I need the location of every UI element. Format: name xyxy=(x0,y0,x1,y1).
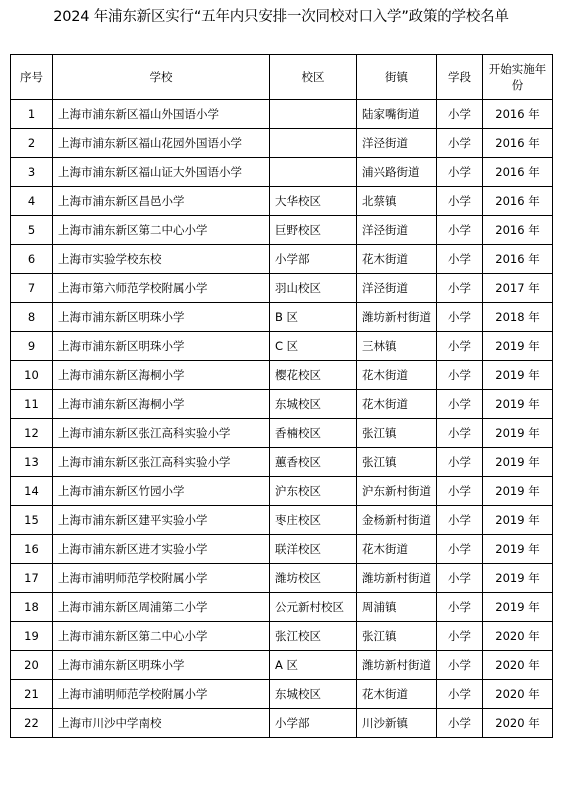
cell-school: 上海市浦东新区福山花园外国语小学 xyxy=(53,129,270,158)
table-row xyxy=(11,593,553,622)
cell-index: 5 xyxy=(11,216,53,245)
table-row xyxy=(11,332,553,361)
cell-street-town: 浦兴路街道 xyxy=(357,158,437,187)
cell-school: 上海市川沙中学南校 xyxy=(53,709,270,738)
cell-school: 上海市浦东新区张江高科实验小学 xyxy=(53,448,270,477)
cell-index: 13 xyxy=(11,448,53,477)
cell-stage: 小学 xyxy=(437,216,483,245)
cell-stage: 小学 xyxy=(437,535,483,564)
cell-school: 上海市浦东新区福山证大外国语小学 xyxy=(53,158,270,187)
cell-street-town: 花木街道 xyxy=(357,361,437,390)
cell-street-town: 花木街道 xyxy=(357,680,437,709)
cell-index: 3 xyxy=(11,158,53,187)
cell-start-year: 2020 年 xyxy=(483,651,553,680)
table-row xyxy=(11,129,553,158)
cell-start-year: 2016 年 xyxy=(483,158,553,187)
cell-campus: 潍坊校区 xyxy=(270,564,357,593)
cell-campus xyxy=(270,129,357,158)
cell-campus: 小学部 xyxy=(270,709,357,738)
cell-stage: 小学 xyxy=(437,129,483,158)
cell-index: 21 xyxy=(11,680,53,709)
cell-school: 上海市浦东新区张江高科实验小学 xyxy=(53,419,270,448)
cell-street-town: 张江镇 xyxy=(357,419,437,448)
cell-school: 上海市浦东新区第二中心小学 xyxy=(53,216,270,245)
cell-campus: 羽山校区 xyxy=(270,274,357,303)
cell-stage: 小学 xyxy=(437,100,483,129)
cell-stage: 小学 xyxy=(437,303,483,332)
cell-school: 上海市浦东新区海桐小学 xyxy=(53,361,270,390)
cell-school: 上海市浦东新区昌邑小学 xyxy=(53,187,270,216)
document-title: 2024 年浦东新区实行“五年内只安排一次同校对口入学”政策的学校名单 xyxy=(53,9,509,25)
cell-start-year: 2019 年 xyxy=(483,361,553,390)
cell-stage: 小学 xyxy=(437,187,483,216)
cell-start-year: 2019 年 xyxy=(483,390,553,419)
cell-school: 上海市浦东新区明珠小学 xyxy=(53,332,270,361)
cell-stage: 小学 xyxy=(437,245,483,274)
table-row xyxy=(11,390,553,419)
cell-street-town: 沪东新村街道 xyxy=(357,477,437,506)
cell-campus: 大华校区 xyxy=(270,187,357,216)
cell-start-year: 2018 年 xyxy=(483,303,553,332)
cell-index: 19 xyxy=(11,622,53,651)
cell-start-year: 2016 年 xyxy=(483,187,553,216)
cell-campus: A 区 xyxy=(270,651,357,680)
cell-start-year: 2019 年 xyxy=(483,477,553,506)
cell-campus: B 区 xyxy=(270,303,357,332)
cell-index: 1 xyxy=(11,100,53,129)
cell-school: 上海市浦东新区第二中心小学 xyxy=(53,622,270,651)
cell-start-year: 2016 年 xyxy=(483,100,553,129)
cell-start-year: 2017 年 xyxy=(483,274,553,303)
table-row xyxy=(11,361,553,390)
cell-street-town: 周浦镇 xyxy=(357,593,437,622)
cell-school: 上海市浦东新区海桐小学 xyxy=(53,390,270,419)
cell-street-town: 张江镇 xyxy=(357,622,437,651)
cell-stage: 小学 xyxy=(437,622,483,651)
table-body xyxy=(11,100,553,738)
cell-index: 2 xyxy=(11,129,53,158)
cell-campus: 樱花校区 xyxy=(270,361,357,390)
cell-street-town: 张江镇 xyxy=(357,448,437,477)
cell-stage: 小学 xyxy=(437,390,483,419)
cell-campus: 东城校区 xyxy=(270,390,357,419)
table-row xyxy=(11,187,553,216)
cell-street-town: 北蔡镇 xyxy=(357,187,437,216)
cell-street-town: 洋泾街道 xyxy=(357,216,437,245)
cell-index: 15 xyxy=(11,506,53,535)
cell-school: 上海市浦东新区建平实验小学 xyxy=(53,506,270,535)
cell-street-town: 潍坊新村街道 xyxy=(357,564,437,593)
cell-index: 12 xyxy=(11,419,53,448)
table-row xyxy=(11,216,553,245)
cell-index: 16 xyxy=(11,535,53,564)
cell-start-year: 2019 年 xyxy=(483,593,553,622)
cell-stage: 小学 xyxy=(437,709,483,738)
cell-start-year: 2019 年 xyxy=(483,448,553,477)
cell-start-year: 2020 年 xyxy=(483,709,553,738)
table-row xyxy=(11,448,553,477)
cell-campus: 东城校区 xyxy=(270,680,357,709)
cell-stage: 小学 xyxy=(437,448,483,477)
cell-school: 上海市实验学校东校 xyxy=(53,245,270,274)
cell-school: 上海市浦东新区明珠小学 xyxy=(53,651,270,680)
cell-campus: 小学部 xyxy=(270,245,357,274)
cell-start-year: 2016 年 xyxy=(483,245,553,274)
cell-school: 上海市浦东新区进才实验小学 xyxy=(53,535,270,564)
cell-campus: 联洋校区 xyxy=(270,535,357,564)
cell-street-town: 潍坊新村街道 xyxy=(357,651,437,680)
cell-street-town: 潍坊新村街道 xyxy=(357,303,437,332)
cell-campus xyxy=(270,100,357,129)
cell-street-town: 花木街道 xyxy=(357,245,437,274)
cell-start-year: 2019 年 xyxy=(483,564,553,593)
cell-index: 9 xyxy=(11,332,53,361)
cell-start-year: 2016 年 xyxy=(483,216,553,245)
table-row xyxy=(11,100,553,129)
cell-stage: 小学 xyxy=(437,564,483,593)
cell-school: 上海市浦明师范学校附属小学 xyxy=(53,680,270,709)
cell-campus: 枣庄校区 xyxy=(270,506,357,535)
cell-stage: 小学 xyxy=(437,680,483,709)
cell-start-year: 2019 年 xyxy=(483,506,553,535)
cell-start-year: 2016 年 xyxy=(483,129,553,158)
cell-school: 上海市浦东新区周浦第二小学 xyxy=(53,593,270,622)
table-header-row xyxy=(11,55,553,100)
school-list-table xyxy=(10,54,553,738)
cell-index: 14 xyxy=(11,477,53,506)
cell-start-year: 2020 年 xyxy=(483,680,553,709)
cell-index: 10 xyxy=(11,361,53,390)
cell-index: 20 xyxy=(11,651,53,680)
table-row xyxy=(11,158,553,187)
header-stage: 学段 xyxy=(437,55,483,100)
header-start-year: 开始实施年份 xyxy=(483,55,553,100)
header-campus: 校区 xyxy=(270,55,357,100)
cell-start-year: 2020 年 xyxy=(483,622,553,651)
header-street-town: 街镇 xyxy=(357,55,437,100)
cell-stage: 小学 xyxy=(437,419,483,448)
table-row xyxy=(11,622,553,651)
cell-index: 11 xyxy=(11,390,53,419)
cell-index: 7 xyxy=(11,274,53,303)
cell-start-year: 2019 年 xyxy=(483,535,553,564)
cell-start-year: 2019 年 xyxy=(483,332,553,361)
table-row xyxy=(11,303,553,332)
cell-street-town: 三林镇 xyxy=(357,332,437,361)
table-row xyxy=(11,709,553,738)
table-row xyxy=(11,477,553,506)
cell-school: 上海市浦东新区明珠小学 xyxy=(53,303,270,332)
cell-street-town: 洋泾街道 xyxy=(357,274,437,303)
cell-stage: 小学 xyxy=(437,361,483,390)
cell-school: 上海市浦明师范学校附属小学 xyxy=(53,564,270,593)
cell-street-town: 花木街道 xyxy=(357,535,437,564)
header-school: 学校 xyxy=(53,55,270,100)
cell-stage: 小学 xyxy=(437,506,483,535)
table-row xyxy=(11,535,553,564)
cell-school: 上海市浦东新区竹园小学 xyxy=(53,477,270,506)
table-row xyxy=(11,274,553,303)
table-row xyxy=(11,419,553,448)
cell-index: 6 xyxy=(11,245,53,274)
cell-school: 上海市第六师范学校附属小学 xyxy=(53,274,270,303)
cell-stage: 小学 xyxy=(437,274,483,303)
cell-campus: C 区 xyxy=(270,332,357,361)
cell-campus: 巨野校区 xyxy=(270,216,357,245)
cell-index: 8 xyxy=(11,303,53,332)
table-row xyxy=(11,245,553,274)
cell-stage: 小学 xyxy=(437,477,483,506)
cell-campus: 沪东校区 xyxy=(270,477,357,506)
cell-street-town: 陆家嘴街道 xyxy=(357,100,437,129)
cell-stage: 小学 xyxy=(437,651,483,680)
cell-campus: 香楠校区 xyxy=(270,419,357,448)
cell-street-town: 金杨新村街道 xyxy=(357,506,437,535)
cell-stage: 小学 xyxy=(437,332,483,361)
cell-index: 17 xyxy=(11,564,53,593)
cell-index: 4 xyxy=(11,187,53,216)
cell-campus: 蕙香校区 xyxy=(270,448,357,477)
table-row xyxy=(11,651,553,680)
cell-stage: 小学 xyxy=(437,158,483,187)
table-row xyxy=(11,680,553,709)
header-index: 序号 xyxy=(11,55,53,100)
cell-school: 上海市浦东新区福山外国语小学 xyxy=(53,100,270,129)
cell-stage: 小学 xyxy=(437,593,483,622)
cell-campus xyxy=(270,158,357,187)
cell-campus: 公元新村校区 xyxy=(270,593,357,622)
cell-street-town: 洋泾街道 xyxy=(357,129,437,158)
cell-street-town: 川沙新镇 xyxy=(357,709,437,738)
cell-street-town: 花木街道 xyxy=(357,390,437,419)
table-row xyxy=(11,506,553,535)
cell-index: 18 xyxy=(11,593,53,622)
cell-campus: 张江校区 xyxy=(270,622,357,651)
table-row xyxy=(11,564,553,593)
cell-index: 22 xyxy=(11,709,53,738)
cell-start-year: 2019 年 xyxy=(483,419,553,448)
